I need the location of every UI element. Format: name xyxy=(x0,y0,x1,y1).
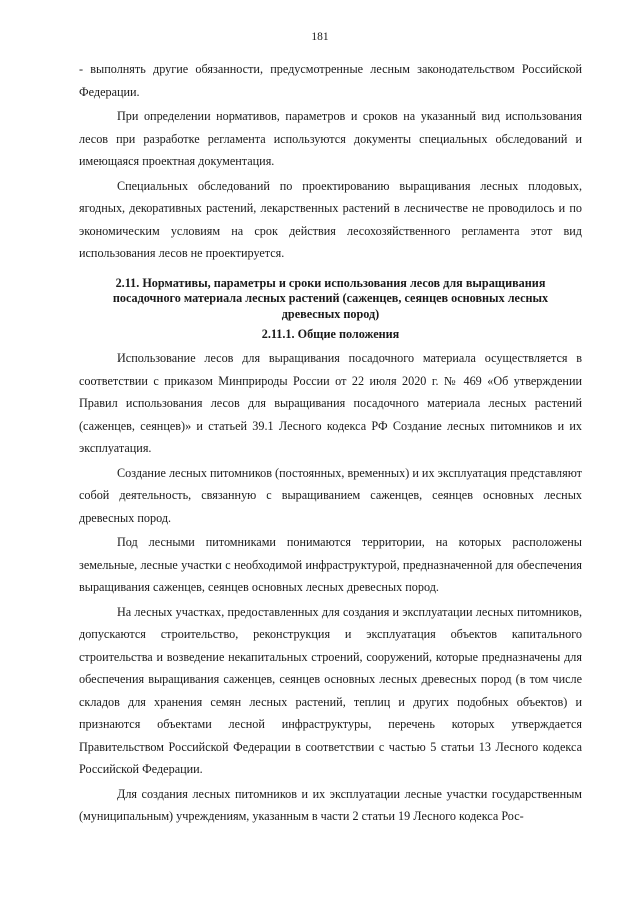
section-heading-line-1: 2.11. Нормативы, параметры и сроки использования лесов для выращивания xyxy=(115,275,546,290)
paragraph-nursery-definition: Под лесными питомниками понимаются территории, на которых расположены земельные, лесные участки с необходимой инфраструктурой, предназначенной для обеспечения выращивания саженцев, сеянцев основных лесных древесных пород. xyxy=(79,535,582,594)
paragraph-state-institutions: Для создания лесных питомников и их эксплуатации лесные участки государственным (муниципальным) учреждениям, указанным в части 2 статьи 19 Лесного кодекса Рос- xyxy=(79,786,582,823)
page-number: 181 xyxy=(311,31,329,43)
paragraph-nursery-creation: Создание лесных питомников (постоянных, временных) и их эксплуатация представляют собой деятельность, связанную с выращиванием саженцев, сеянцев основных лесных древесных пород. xyxy=(79,465,582,525)
paragraph-seedling-use: Использование лесов для выращивания посадочного материала осуществляется в соответствии с приказом Минприроды России от 22 июля 2020 г. № 469 «Об утверждении Правил использования лесов для выращивания посадочного материала лесных растений (саженцев, сеянцев)» и статьей 39.1 Лесного кодекса РФ Создание лесных питомников и их эксплуатация. xyxy=(79,351,582,455)
paragraph-nursery-construction: На лесных участках, предоставленных для создания и эксплуатации лесных питомников, допускаются строительство, реконструкция и эксплуатация объектов капитального строительства и возведение некапитальных строений, сооружений, которые предназначены для обеспечения выращивания саженцев, сеянцев основных лесных древесных пород (в том числе складов для хранения семян лесных растений, теплиц и других подобных объектов) и признаются объектами лесной инфраструктуры, перечень которых утверждается Правительством Российской Федерации в соответствии с частью 5 статьи 13 Лесного кодекса Российской Федерации. xyxy=(79,604,582,776)
subsection-heading: 2.11.1. Общие положения xyxy=(261,327,400,341)
section-heading-line-3: древесных пород) xyxy=(281,306,380,321)
paragraph-other-duties: - выполнять другие обязанности, предусмотренные лесным законодательством Российской Федерации. xyxy=(79,62,582,99)
section-heading xyxy=(89,276,572,323)
document-body xyxy=(79,58,582,828)
paragraph-norms-definition: При определении нормативов, параметров и сроков на указанный вид использования лесов при разработке регламента используются документы специальных обследований и имеющаяся проектная документация. xyxy=(79,109,582,168)
paragraph-special-surveys: Специальных обследований по проектированию выращивания лесных плодовых, ягодных, декоративных растений, лекарственных растений в лесничестве не проводилось и по экономическим условиям на срок действия лесохозяйственного регламента этот вид использования лесов не проектируется. xyxy=(79,178,582,260)
section-heading-line-2: посадочного материала лесных растений (саженцев, сеянцев основных лесных xyxy=(112,291,549,305)
